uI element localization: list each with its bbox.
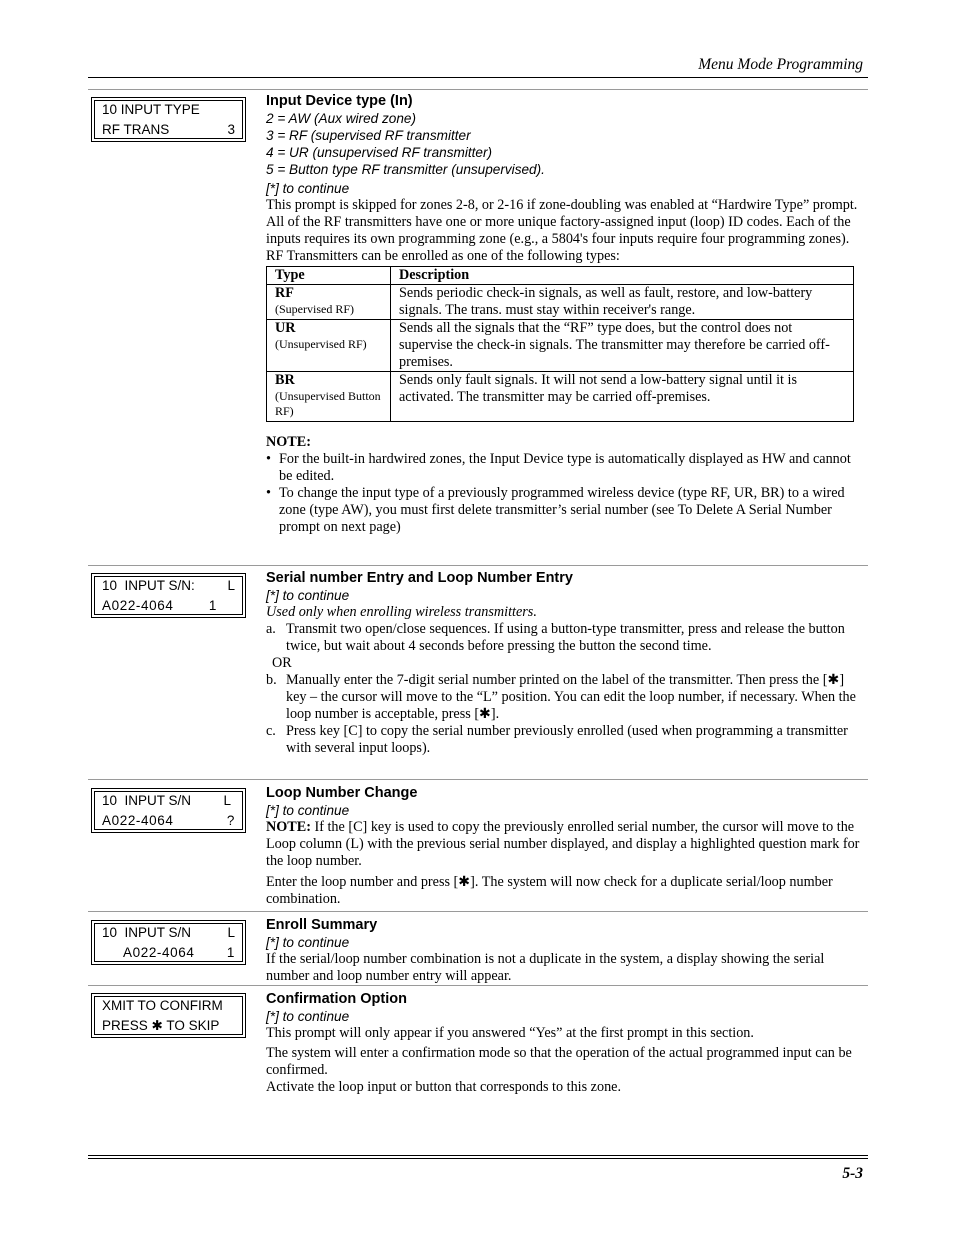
- lcd-display-confirmation: [91, 993, 246, 1038]
- lcd-line-1: [102, 578, 235, 594]
- lcd-text-right: 3: [227, 122, 235, 137]
- lcd-text-right: L: [223, 793, 231, 808]
- lcd-line-2: [102, 598, 217, 614]
- list-item-text: To change the input type of a previously programmed wireless device (type RF, UR, BR) to a wired zone (type AW), you must first delete transmitter’s serial number (see To Delete A Serial Number prompt on next page): [279, 485, 845, 535]
- continue-hint: [*] to continue: [266, 935, 350, 950]
- continue-hint: [*] to continue: [266, 803, 350, 818]
- note-label: NOTE:: [266, 819, 311, 835]
- type-code: UR: [275, 320, 296, 336]
- lcd-text: RF TRANS: [102, 122, 170, 137]
- list-item: [266, 621, 864, 655]
- description-cell: Sends all the signals that the “RF” type does, but the control does not supervise the check-in signals. The transmitter may therefore be carried off-premises.: [391, 320, 854, 372]
- section-rule: [88, 985, 868, 986]
- option-line: 3 = RF (supervised RF transmitter: [266, 128, 471, 143]
- lcd-display-input-type: [91, 97, 246, 142]
- lcd-line-1: [102, 102, 235, 118]
- step-text: Press key [C] to copy the serial number previously enrolled (used when programming a transmitter with several input loops).: [286, 723, 848, 756]
- page-header-title: Menu Mode Programming: [698, 56, 863, 73]
- lcd-text: A022-4064: [102, 945, 195, 960]
- lcd-text-right: L: [227, 925, 235, 940]
- lcd-line-2: [102, 813, 235, 829]
- paragraph: Enter the loop number and press [✱]. The system will now check for a duplicate serial/loop number combination.: [266, 874, 833, 907]
- paragraph: RF Transmitters can be enrolled as one of the following types:: [266, 248, 620, 264]
- step-label: b.: [266, 672, 277, 688]
- section-loop-number-change: [266, 784, 864, 908]
- lcd-line-2: [102, 1018, 235, 1034]
- footer-rule: [88, 1155, 868, 1156]
- lcd-text-right: ?: [226, 813, 235, 828]
- section-rule: [88, 911, 868, 912]
- section-input-device-type: [266, 92, 864, 536]
- steps-list: [266, 621, 864, 757]
- note-label: NOTE:: [266, 434, 311, 450]
- header-rule: [88, 77, 868, 78]
- step-text: Transmit two open/close sequences. If using a button-type transmitter, press and release the button twice, but wait about 4 seconds before pressing the button the second time.: [286, 621, 845, 654]
- paragraph: This prompt will only appear if you answered “Yes” at the first prompt in this section.: [266, 1025, 754, 1041]
- lcd-text: 10 INPUT TYPE: [102, 102, 200, 117]
- lcd-text-right: 1: [208, 598, 217, 613]
- list-item: [266, 451, 864, 485]
- type-code: BR: [275, 372, 295, 388]
- section-confirmation-option: [266, 990, 864, 1096]
- footer-rule: [88, 1158, 868, 1159]
- lcd-text: 10 INPUT S/N: [102, 925, 192, 940]
- table-row: [267, 320, 854, 372]
- lcd-text: 10 INPUT S/N:: [102, 578, 195, 593]
- lcd-text-right: 1: [226, 945, 235, 960]
- step-text: Manually enter the 7-digit serial number printed on the label of the transmitter. Then press the [✱] key – the cursor will move to the “L” position. You can edit the loop number, if necessary. When the loop number is acceptable, press [✱].: [286, 672, 856, 722]
- section-enroll-summary: [266, 916, 864, 985]
- table-header-cell: Description: [391, 267, 854, 285]
- paragraph: This prompt is skipped for zones 2-8, or 2-16 if zone-doubling was enabled at “Hardwire Type” prompt.: [266, 197, 858, 213]
- description-cell: Sends periodic check-in signals, as well as fault, restore, and low-battery signals. The trans. must stay within receiver's range.: [391, 285, 854, 320]
- lcd-text: A022-4064: [102, 813, 174, 828]
- lcd-text: 10 INPUT S/N: [102, 793, 192, 808]
- description-cell: Sends only fault signals. It will not send a low-battery signal until it is activated. The transmitter may be carried off-premises.: [391, 372, 854, 422]
- lcd-line-1: [102, 925, 235, 941]
- table-header-cell: Type: [267, 267, 391, 285]
- step-text: OR: [272, 655, 292, 671]
- paragraph: If the serial/loop number combination is not a duplicate in the system, a display showing the serial number and loop number entry will appear.: [266, 951, 825, 984]
- section-title: Serial number Entry and Loop Number Entry: [266, 570, 573, 586]
- list-item: [266, 723, 864, 757]
- section-rule: [88, 89, 868, 90]
- list-item: [266, 672, 864, 723]
- continue-hint: [*] to continue: [266, 181, 350, 196]
- table-row: [267, 372, 854, 422]
- lcd-line-1: [102, 998, 235, 1014]
- type-cell: [267, 285, 391, 320]
- paragraph: The system will enter a confirmation mode so that the operation of the actual programmed input can be confirmed.: [266, 1045, 852, 1078]
- option-line: 5 = Button type RF transmitter (unsupervised).: [266, 162, 545, 177]
- paragraph: Activate the loop input or button that corresponds to this zone.: [266, 1079, 622, 1095]
- lcd-display-enroll-summary: [91, 920, 246, 965]
- lcd-text-right: L: [227, 578, 235, 593]
- step-label: c.: [266, 723, 276, 739]
- section-rule: [88, 565, 868, 566]
- option-line: 2 = AW (Aux wired zone): [266, 111, 416, 126]
- list-item: [266, 655, 864, 672]
- transmitter-types-table: [266, 266, 854, 422]
- list-item-text: For the built-in hardwired zones, the Input Device type is automatically displayed as HW and cannot be edited.: [279, 451, 851, 484]
- table-row: [267, 285, 854, 320]
- type-subtitle: (Supervised RF): [275, 302, 354, 316]
- paragraph: [266, 819, 864, 870]
- lcd-text: A022-4064: [102, 598, 174, 613]
- type-cell: [267, 320, 391, 372]
- type-cell: [267, 372, 391, 422]
- section-title: Loop Number Change: [266, 785, 418, 801]
- option-line: 4 = UR (unsupervised RF transmitter): [266, 145, 493, 160]
- section-serial-number-entry: [266, 569, 864, 757]
- table-header-row: [267, 267, 854, 285]
- step-label: a.: [266, 621, 276, 637]
- section-title: Input Device type (In): [266, 93, 413, 109]
- page-number: 5-3: [842, 1165, 863, 1182]
- paragraph: Used only when enrolling wireless transmitters.: [266, 604, 537, 620]
- continue-hint: [*] to continue: [266, 588, 350, 603]
- lcd-display-input-serial: [91, 573, 246, 618]
- lcd-display-loop-change: [91, 788, 246, 833]
- paragraph: All of the RF transmitters have one or more unique factory-assigned input (loop) ID codes. Each of the inputs requires its own programming zone (e.g., a 5804's four inputs require four programming zones).: [266, 214, 851, 247]
- section-title: Confirmation Option: [266, 991, 407, 1007]
- type-code: RF: [275, 285, 294, 301]
- lcd-line-2: [102, 122, 235, 138]
- lcd-line-2: [102, 945, 235, 961]
- type-subtitle: (Unsupervised RF): [275, 337, 367, 351]
- notes-list: [266, 451, 864, 536]
- section-title: Enroll Summary: [266, 917, 378, 933]
- note-text: If the [C] key is used to copy the previously enrolled serial number, the cursor will move to the Loop column (L) with the previous serial number displayed, and display a highlighted question mark for the loop number.: [266, 819, 860, 869]
- type-subtitle: (Unsupervised Button RF): [275, 389, 381, 418]
- lcd-text: PRESS ✱ TO SKIP: [102, 1018, 220, 1033]
- lcd-text: XMIT TO CONFIRM: [102, 998, 223, 1013]
- list-item: [266, 485, 864, 536]
- continue-hint: [*] to continue: [266, 1009, 350, 1024]
- section-rule: [88, 779, 868, 780]
- lcd-line-1: [102, 793, 235, 809]
